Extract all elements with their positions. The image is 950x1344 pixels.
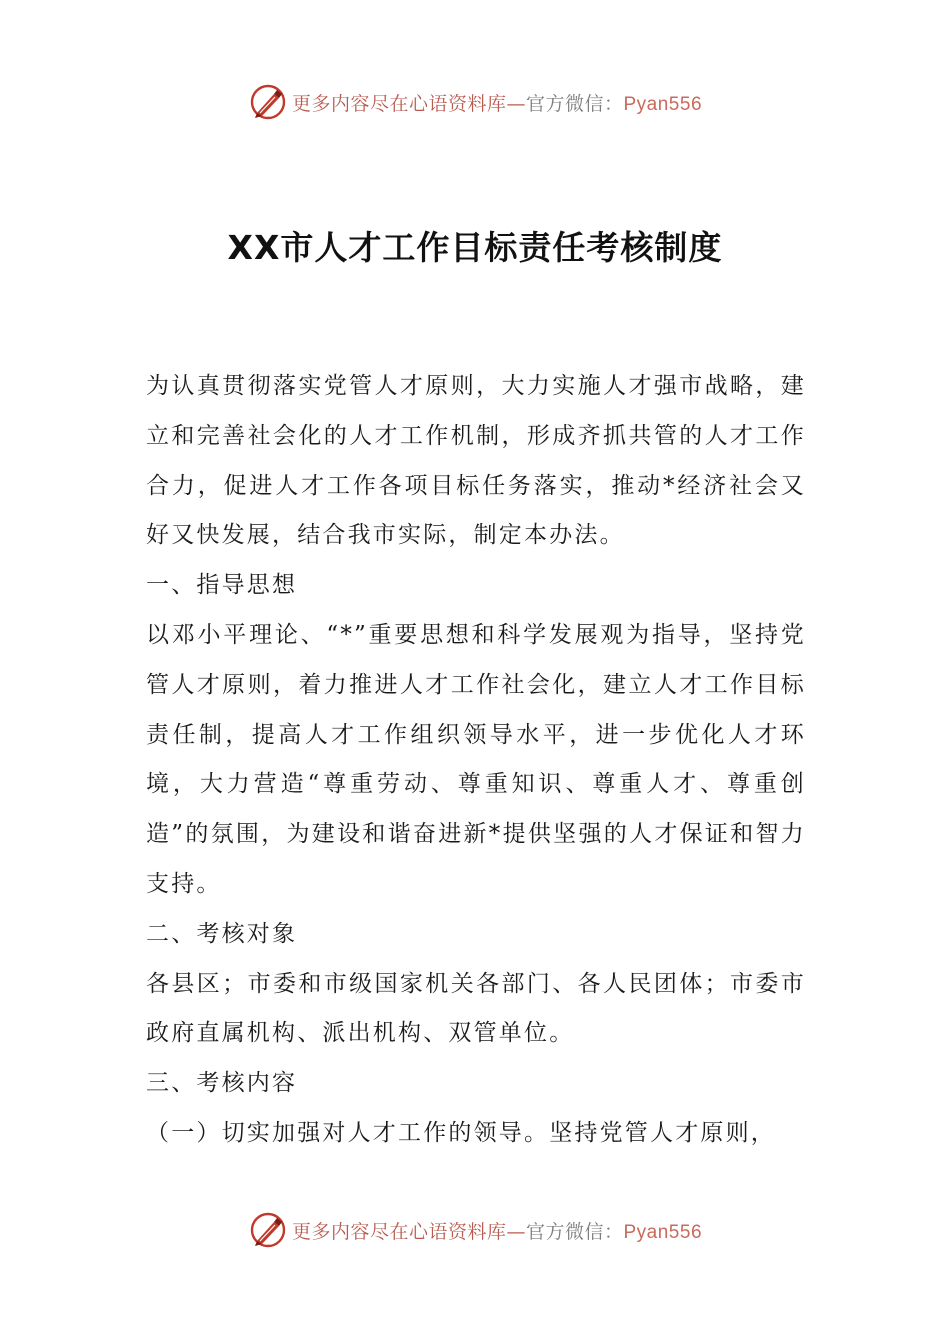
header-banner: [0, 80, 950, 124]
paragraph-assessment-content-1: （一）切实加强对人才工作的领导。坚持党管人才原则，: [146, 1119, 776, 1146]
document-title: XX市人才工作目标责任考核制度: [227, 228, 723, 267]
banner-main-text: 更多内容尽在心语资料库—: [291, 92, 526, 115]
footer-banner: [0, 1208, 950, 1252]
banner-text: [292, 89, 702, 116]
paragraph-intro: 为认真贯彻落实党管人才原则，大力实施人才强市战略，建立和完善社会化的人才工作机制，形成齐抓共管的人才工作合力，促进人才工作各项目标任务落实，推动*经济社会又好又快发展，结合我市实际，制定本办法。: [146, 373, 806, 549]
heading-assessment-content: 三、考核内容: [146, 1070, 298, 1097]
banner-text: [292, 1217, 702, 1244]
document-body: [146, 362, 806, 1159]
pen-nib-logo-icon: [248, 82, 288, 122]
banner-wechat-id: Pyan556: [623, 1221, 703, 1243]
banner-main-text: 更多内容尽在心语资料库—: [291, 1220, 526, 1243]
pen-nib-logo-icon: [248, 1210, 288, 1250]
heading-guiding-ideology: 一、指导思想: [146, 572, 298, 599]
banner-wechat-label: 官方微信：: [525, 1220, 624, 1243]
banner-wechat-label: 官方微信：: [525, 92, 624, 115]
banner-wechat-id: Pyan556: [623, 93, 703, 115]
heading-assessment-targets: 二、考核对象: [146, 920, 298, 947]
paragraph-assessment-targets: 各县区；市委和市级国家机关各部门、各人民团体；市委市政府直属机构、派出机构、双管单位。: [146, 970, 806, 1047]
paragraph-guiding-ideology: 以邓小平理论、“*”重要思想和科学发展观为指导，坚持党管人才原则，着力推进人才工作社会化，建立人才工作目标责任制，提高人才工作组织领导水平，进一步优化人才环境，大力营造“尊重劳动、尊重知识、尊重人才、尊重创造”的氛围，为建设和谐奋进新*提供坚强的人才保证和智力支持。: [146, 621, 806, 897]
